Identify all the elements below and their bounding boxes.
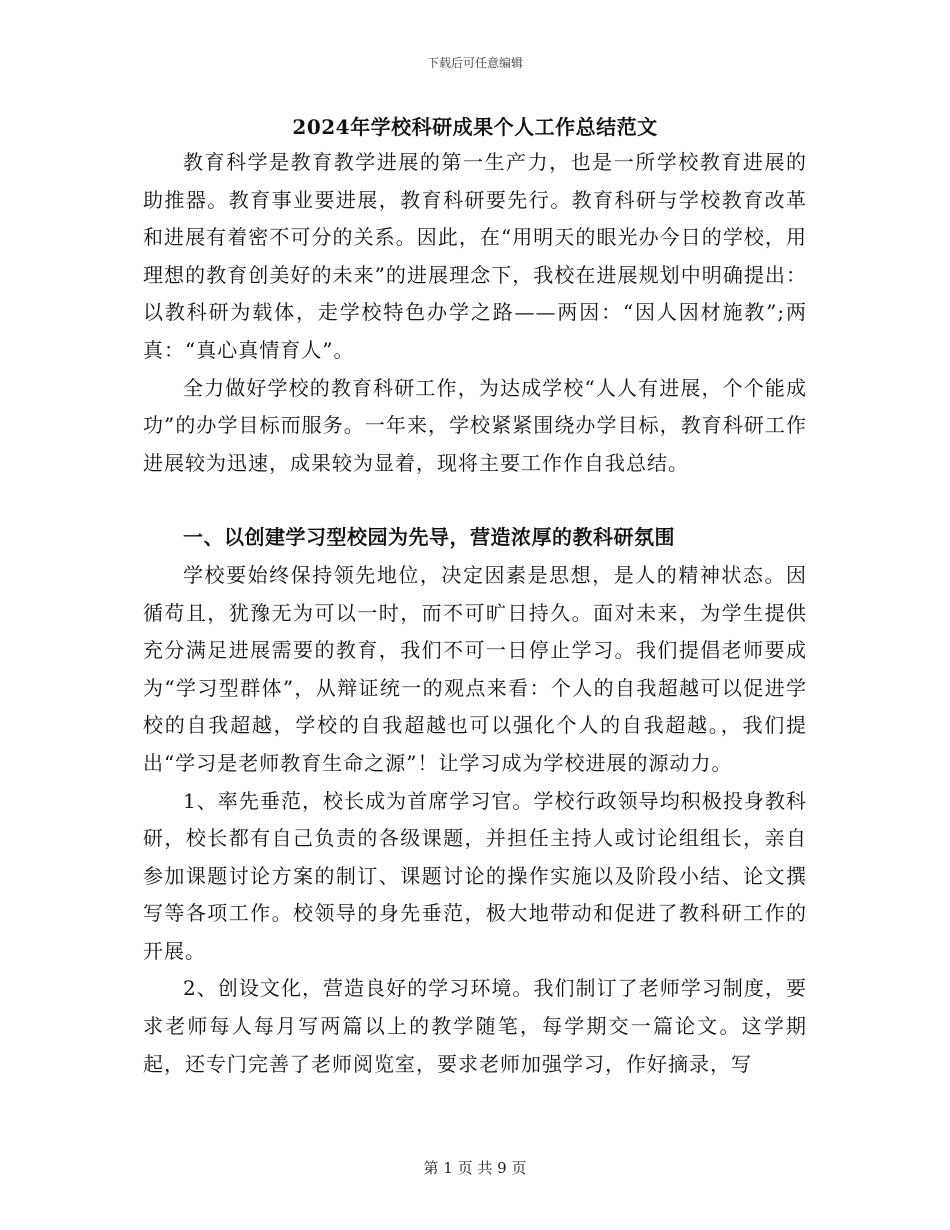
section1-paragraph-2: 1、率先垂范，校长成为首席学习官。学校行政领导均积极投身教科研，校长都有自己负责的各级课题，并担任主持人或讨论组组长，亲自参加课题讨论方案的制订、课题讨论的操作实施以及阶段小结、论文撰写等各项工作。校领导的身先垂范，极大地带动和促进了教科研工作的开展。 — [143, 788, 807, 963]
page-number: 第 1 页 共 9 页 — [423, 1159, 527, 1177]
section-heading-1: 一、以创建学习型校园为先导，营造浓厚的教科研氛围 — [183, 525, 675, 550]
section1-paragraph-1: 学校要始终保持领先地位，决定因素是思想，是人的精神状态。因循苟且，犹豫无为可以一时，而不可旷日持久。面对未来，为学生提供充分满足进展需要的教育，我们不可一日停止学习。我们提倡老师要成为“学习型群体”，从辩证统一的观点来看：个人的自我超越可以促进学校的自我超越，学校的自我超越也可以强化个人的自我超越。，我们提出“学习是老师教育生命之源”！让学习成为学校进展的源动力。 — [143, 562, 807, 775]
document-title: 2024年学校科研成果个人工作总结范文 — [292, 115, 658, 139]
intro-paragraph-1: 教育科学是教育教学进展的第一生产力，也是一所学校教育进展的助推器。教育事业要进展，教育科研要先行。教育科研与学校教育改革和进展有着密不可分的关系。因此，在“用明天的眼光办今日的学校，用理想的教育创美好的未来”的进展理念下，我校在进展规划中明确提出：以教科研为载体，走学校特色办学之路——两因：“因人因材施教”;两真：“真心真情育人”。 — [143, 150, 807, 362]
section1-paragraph-3: 2、创设文化，营造良好的学习环境。我们制订了老师学习制度，要求老师每人每月写两篇以上的教学随笔，每学期交一篇论文。这学期起，还专门完善了老师阅览室，要求老师加强学习，作好摘录，写 — [143, 976, 807, 1076]
header-note: 下载后可任意编辑 — [426, 56, 523, 70]
intro-paragraph-2: 全力做好学校的教育科研工作，为达成学校“人人有进展，个个能成功”的办学目标而服务。一年来，学校紧紧围绕办学目标，教育科研工作进展较为迅速，成果较为显着，现将主要工作作自我总结。 — [143, 375, 807, 475]
document-body — [143, 110, 807, 1083]
section-spacer — [143, 482, 807, 519]
